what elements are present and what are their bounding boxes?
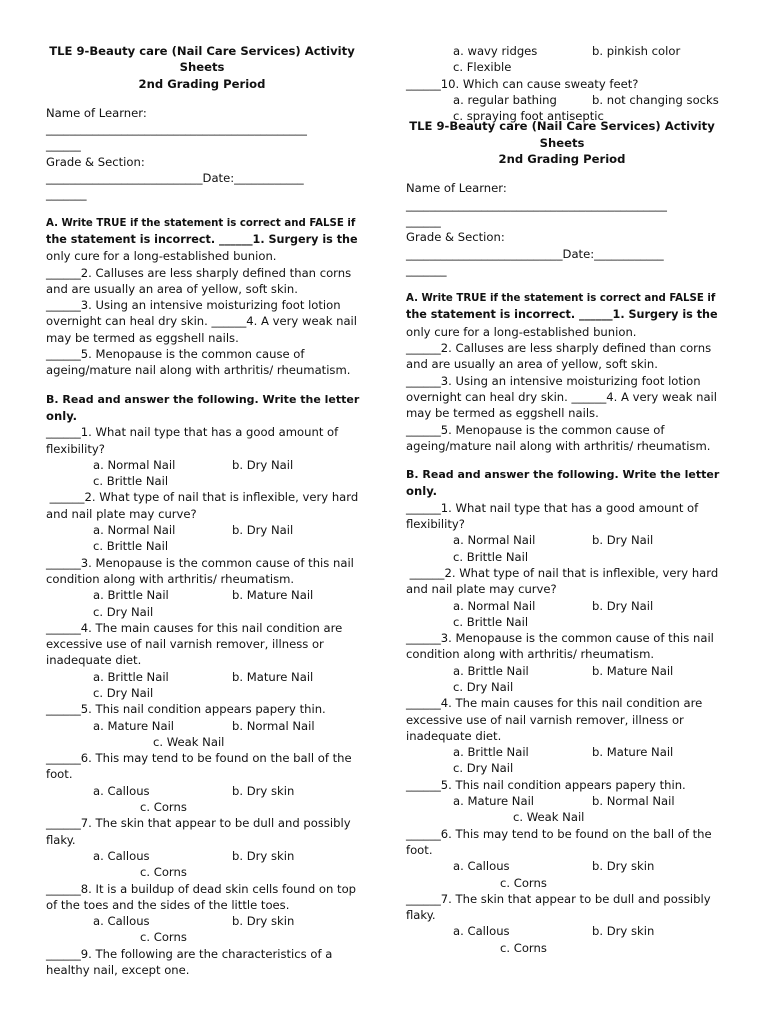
choice-c[interactable]: c. Corns [500, 875, 547, 890]
section-a-line: only cure for a long-established bunion. [406, 324, 637, 339]
choice-row [46, 929, 358, 945]
question-text: ______2. What type of nail that is inflexible, very hard [46, 490, 359, 505]
right-column [406, 43, 718, 956]
question-text: ______10. Which can cause sweaty feet? [406, 76, 639, 91]
choice-b[interactable]: b. Dry Nail [232, 523, 294, 538]
name-answer-line[interactable]: _____________________________________________ [406, 197, 667, 212]
choice-row [46, 799, 358, 815]
choice-c[interactable]: c. Weak Nail [513, 810, 585, 825]
choice-c[interactable]: c. Brittle Nail [453, 614, 529, 629]
question-text: ______8. It is a buildup of dead skin cells found on top [46, 881, 357, 896]
name-answer-line-cont[interactable]: ______ [406, 213, 441, 228]
choice-row [46, 783, 358, 799]
name-answer-line[interactable]: _____________________________________________ [46, 122, 307, 137]
question-text: ______7. The skin that appear to be dull and possibly [46, 816, 351, 831]
section-a-line: ageing/mature nail along with arthritis/ rheumatism. [46, 363, 351, 378]
choice-row [406, 679, 718, 695]
choice-a[interactable]: a. Brittle Nail [453, 663, 529, 678]
choice-b[interactable]: b. Normal Nail [592, 794, 675, 809]
section-b-instruction-cont: only. [46, 408, 78, 423]
section-a-line: may be termed as eggshell nails. [406, 406, 599, 421]
section-a-line: ______3. Using an intensive moisturizing foot lotion [46, 298, 341, 313]
choice-b[interactable]: b. Dry skin [592, 859, 655, 874]
grade-section-label: Grade & Section: [406, 230, 505, 245]
section-a-line: ageing/mature nail along with arthritis/ rheumatism. [406, 438, 711, 453]
choice-a[interactable]: a. wavy ridges [453, 44, 538, 58]
choice-row [406, 549, 718, 565]
section-a-instruction: A. Write TRUE if the statement is correct and FALSE if [46, 217, 356, 229]
choice-row [406, 108, 718, 124]
section-a-instruction-cont: the statement is incorrect. ______1. Surgery is the [406, 308, 718, 322]
choice-c[interactable]: c. Brittle Nail [453, 549, 529, 564]
choice-row [406, 923, 718, 939]
sheet-title-cont: Sheets [539, 135, 585, 150]
question-text: ______4. The main causes for this nail condition are [46, 620, 343, 635]
choice-b[interactable]: b. Normal Nail [232, 718, 315, 733]
choice-a[interactable]: a. Normal Nail [453, 533, 536, 548]
section-a-line: ______2. Calluses are less sharply defined than corns [406, 341, 712, 356]
section-b-instruction: B. Read and answer the following. Write the letter [406, 468, 720, 482]
grade-section-label: Grade & Section: [46, 154, 145, 169]
choice-b[interactable]: b. not changing socks [592, 92, 719, 107]
section-a-line: may be termed as eggshell nails. [46, 330, 239, 345]
question-text: ______5. This nail condition appears papery thin. [46, 702, 326, 717]
choice-row [406, 92, 718, 108]
choice-row [46, 734, 358, 750]
choice-a[interactable]: a. regular bathing [453, 92, 557, 107]
choice-c[interactable]: c. Flexible [453, 60, 512, 75]
sheet-title-cont: Sheets [179, 60, 225, 75]
question-text: ______4. The main causes for this nail condition are [406, 696, 703, 711]
choice-row [406, 858, 718, 874]
question-text: inadequate diet. [406, 728, 502, 743]
choice-b[interactable]: b. Dry Nail [232, 457, 294, 472]
choice-c[interactable]: c. Corns [140, 930, 187, 945]
choice-c[interactable]: c. Corns [140, 865, 187, 880]
grading-period: 2nd Grading Period [498, 152, 626, 167]
section-a-line: only cure for a long-established bunion. [46, 249, 277, 264]
choice-row [46, 669, 358, 685]
question-text: flaky. [406, 908, 436, 923]
section-a-line: ______5. Menopause is the common cause of [46, 347, 305, 362]
choice-b[interactable]: b. Mature Nail [232, 588, 314, 603]
choice-c[interactable]: c. Brittle Nail [93, 474, 169, 489]
section-a-line: ______2. Calluses are less sharply defined than corns [46, 265, 352, 280]
choice-a[interactable]: a. Callous [93, 783, 150, 798]
choice-b[interactable]: b. Dry skin [592, 924, 655, 939]
choice-row [46, 473, 358, 489]
choice-c[interactable]: c. Weak Nail [153, 734, 225, 749]
question-text: ______7. The skin that appear to be dull and possibly [406, 891, 711, 906]
choice-b[interactable]: b. Dry Nail [592, 533, 654, 548]
question-text: ______6. This may tend to be found on the ball of the [46, 751, 352, 766]
choice-b[interactable]: b. pinkish color [592, 44, 681, 58]
choice-a[interactable]: a. Mature Nail [453, 794, 535, 809]
section-a-line: and are usually an area of yellow, soft skin. [406, 357, 658, 372]
question-text: flexibility? [406, 517, 465, 532]
question-text: excessive use of nail varnish remover, illness or [406, 712, 684, 727]
choice-a[interactable]: a. Normal Nail [93, 457, 176, 472]
choice-b[interactable]: b. Mature Nail [592, 745, 674, 760]
grade-date-answer-line[interactable]: ___________________________Date:____________ [46, 171, 304, 186]
section-a-instruction-cont: the statement is incorrect. ______1. Surgery is the [46, 232, 358, 246]
choice-row [46, 538, 358, 554]
choice-a[interactable]: a. Brittle Nail [453, 745, 529, 760]
question-text: and nail plate may curve? [46, 506, 197, 521]
choice-b[interactable]: b. Dry Nail [592, 598, 654, 613]
choice-b[interactable]: b. Dry skin [232, 914, 295, 929]
section-a-instruction: A. Write TRUE if the statement is correct and FALSE if [406, 293, 716, 305]
choice-a[interactable]: a. Callous [93, 848, 150, 863]
choice-c[interactable]: c. Dry Nail [453, 761, 514, 776]
choice-row [46, 587, 358, 603]
sheet-title: TLE 9-Beauty care (Nail Care Services) Activity [49, 44, 355, 58]
choice-row [406, 793, 718, 809]
grade-date-answer-line[interactable]: ___________________________Date:____________ [406, 246, 664, 261]
grading-period: 2nd Grading Period [138, 76, 266, 91]
choice-row [46, 864, 358, 880]
choice-b[interactable]: b. Dry skin [232, 783, 295, 798]
choice-row [406, 875, 718, 891]
choice-row [406, 940, 718, 956]
choice-row [46, 848, 358, 864]
choice-row [406, 43, 718, 59]
choice-b[interactable]: b. Mature Nail [592, 663, 674, 678]
choice-row [406, 809, 718, 825]
question-text: ______3. Menopause is the common cause of this nail [406, 631, 714, 646]
name-answer-line-cont[interactable]: ______ [46, 138, 81, 153]
name-label: Name of Learner: [406, 181, 507, 196]
choice-row [406, 532, 718, 548]
choice-row [406, 760, 718, 776]
question-text: healthy nail, except one. [46, 963, 190, 978]
question-text: inadequate diet. [46, 653, 142, 668]
grade-date-answer-line-cont[interactable]: _______ [46, 187, 87, 202]
question-text: foot. [406, 842, 433, 857]
choice-row [406, 614, 718, 630]
choice-row [46, 604, 358, 620]
section-a-line [46, 232, 358, 248]
sheet-title: TLE 9-Beauty care (Nail Care Services) Activity [409, 119, 715, 134]
choice-row [406, 59, 718, 75]
question-text: ______3. Menopause is the common cause of this nail [46, 555, 354, 570]
choice-a[interactable]: a. Normal Nail [453, 598, 536, 613]
question-text: condition along with arthritis/ rheumatism. [406, 647, 655, 662]
section-a-line: ______3. Using an intensive moisturizing foot lotion [406, 373, 701, 388]
section-b-instruction-cont: only. [406, 484, 438, 499]
question-text: flaky. [46, 832, 76, 847]
choice-c[interactable]: c. Brittle Nail [93, 539, 169, 554]
section-a-line: ______5. Menopause is the common cause of [406, 422, 665, 437]
choice-a[interactable]: a. Brittle Nail [93, 588, 169, 603]
choice-row [46, 522, 358, 538]
question-text: foot. [46, 767, 73, 782]
choice-row [46, 685, 358, 701]
question-text: ______1. What nail type that has a good amount of [406, 500, 699, 515]
section-a-line: overnight can heal dry skin. ______4. A very weak nail [406, 389, 717, 404]
choice-a[interactable]: a. Callous [453, 924, 510, 939]
section-a-line: and are usually an area of yellow, soft skin. [46, 281, 298, 296]
question-text: ______9. The following are the characteristics of a [46, 946, 333, 961]
question-text: ______2. What type of nail that is inflexible, very hard [406, 565, 719, 580]
question-text: and nail plate may curve? [406, 582, 557, 597]
choice-c[interactable]: c. Corns [140, 800, 187, 815]
choice-row [46, 457, 358, 473]
choice-a[interactable]: a. Callous [93, 914, 150, 929]
choice-b[interactable]: b. Dry skin [232, 848, 295, 863]
choice-row [406, 663, 718, 679]
choice-c[interactable]: c. Corns [500, 940, 547, 955]
choice-a[interactable]: a. Callous [453, 859, 510, 874]
choice-row [46, 913, 358, 929]
question-text: ______1. What nail type that has a good amount of [46, 425, 339, 440]
choice-row [46, 718, 358, 734]
question-text: ______6. This may tend to be found on the ball of the [406, 826, 712, 841]
choice-c[interactable]: c. spraying foot antiseptic [453, 109, 604, 124]
choice-c[interactable]: c. Dry Nail [93, 685, 154, 700]
left-column [46, 43, 358, 978]
choice-a[interactable]: a. Normal Nail [93, 523, 176, 538]
section-a-line: overnight can heal dry skin. ______4. A very weak nail [46, 314, 357, 329]
choice-row [406, 744, 718, 760]
choice-a[interactable]: a. Brittle Nail [93, 669, 169, 684]
question-text: of the toes and the sides of the little toes. [46, 897, 290, 912]
section-b-instruction: B. Read and answer the following. Write the letter [46, 392, 360, 406]
section-a-line [406, 307, 718, 323]
choice-c[interactable]: c. Dry Nail [93, 604, 154, 619]
question-text: ______5. This nail condition appears papery thin. [406, 777, 686, 792]
question-text: excessive use of nail varnish remover, illness or [46, 637, 324, 652]
question-text: flexibility? [46, 441, 105, 456]
choice-c[interactable]: c. Dry Nail [453, 679, 514, 694]
choice-b[interactable]: b. Mature Nail [232, 669, 314, 684]
choice-row [406, 598, 718, 614]
name-label: Name of Learner: [46, 105, 147, 120]
grade-date-answer-line-cont[interactable]: _______ [406, 262, 447, 277]
choice-a[interactable]: a. Mature Nail [93, 718, 175, 733]
question-text: condition along with arthritis/ rheumatism. [46, 571, 295, 586]
